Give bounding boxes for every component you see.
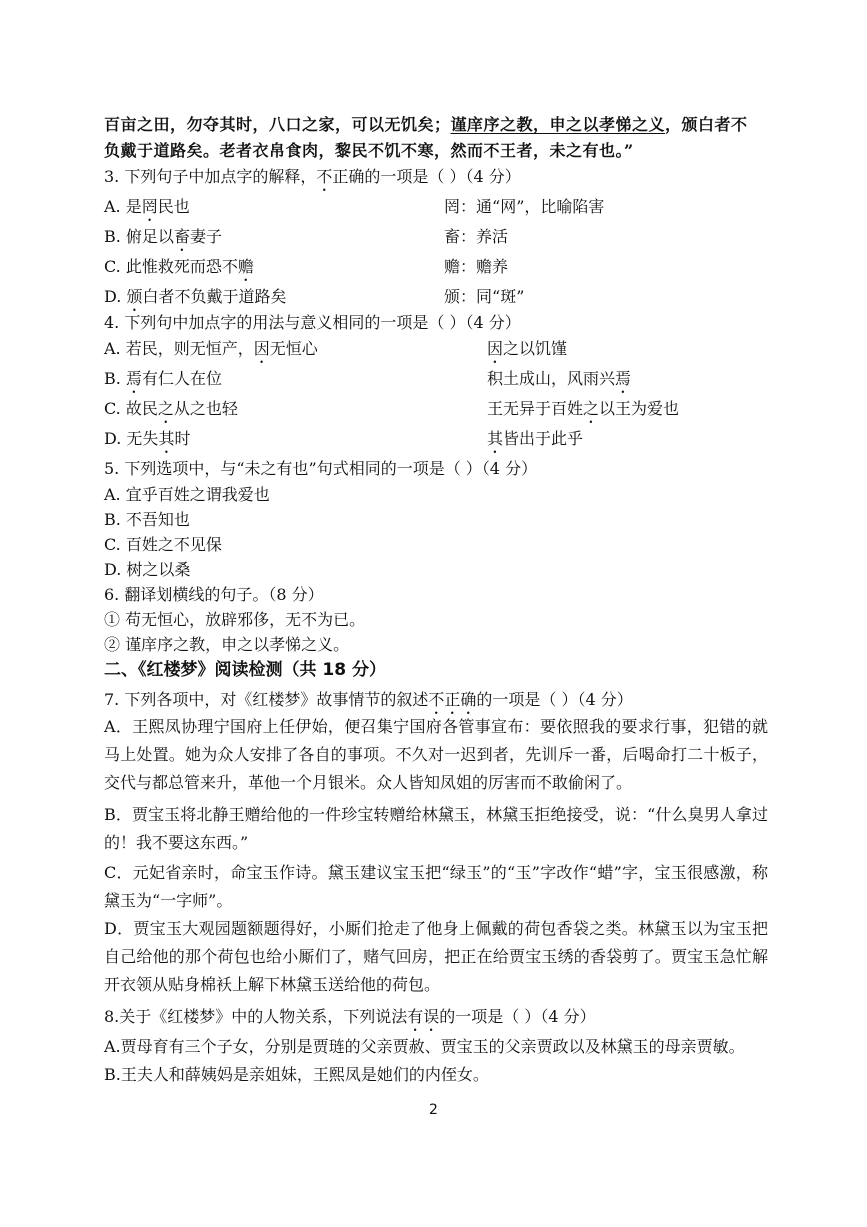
q4-option-c: C. 故民之从之也轻 王无异于百姓之以王为爱也 bbox=[104, 399, 680, 418]
q4-option-b: B. 焉有仁人在位 积土成山，风雨兴焉 bbox=[104, 369, 632, 388]
passage-text: ，颁白者不 bbox=[665, 115, 748, 134]
q3-option-a: A. 是罔民也 罔：通“网”，比喻陷害 bbox=[104, 197, 605, 216]
q8-stem: 8.关于《红楼梦》中的人物关系，下列说法有误的一项是（ ）（4 分） bbox=[104, 1007, 596, 1026]
passage-text: 负戴于道路矣。老者衣帛食肉，黎民不饥不寒，然而不王者，未之有也。” bbox=[104, 141, 634, 160]
section-heading: 二、《红楼梦》阅读检测（共 18 分） bbox=[104, 660, 386, 680]
q3-option-d: D. 颁白者不负戴于道路矣 颁：同“斑” bbox=[104, 287, 525, 306]
passage-line-1 bbox=[104, 114, 748, 136]
q4-option-a: A. 若民，则无恒产，因无恒心 因之以饥馑 bbox=[104, 339, 568, 358]
q7-option-a: A．王熙凤协理宁国府上任伊始，便召集宁国府各管事宣布：要依照我的要求行事，犯错的就马上处置。她为众人安排了各自的事项。不久对一迟到者，先训斥一番，后喝命打二十板子，交代与都总管来升，革他一个月银米。众人皆知凤姐的厉害而不敢偷闲了。 bbox=[104, 717, 768, 792]
q5-option-a: A. 宜乎百姓之谓我爱也 bbox=[104, 485, 270, 504]
underlined-sentence: 谨庠序之教，申之以孝悌之义 bbox=[450, 115, 666, 134]
q6-item-2: ② 谨庠序之教，申之以孝悌之义。 bbox=[104, 635, 350, 654]
q4-stem: 4. 下列句中加点字的用法与意义相同的一项是（ ）（4 分） bbox=[104, 313, 521, 332]
q3-option-c: C. 此惟救死而恐不赡 赡：赡养 bbox=[104, 257, 509, 276]
q8-option-a: A.贾母育有三个子女，分别是贾琏的父亲贾赦、贾宝玉的父亲贾政以及林黛玉的母亲贾敏。 bbox=[104, 1037, 745, 1056]
passage-text: 百亩之田，勿夺其时，八口之家，可以无饥矣； bbox=[104, 115, 451, 134]
q7-option-d: D．贾宝玉大观园题额题得好，小厮们抢走了他身上佩戴的荷包香袋之类。林黛玉以为宝玉把自己给他的那个荷包也给小厮们了，赌气回房，把正在给贾宝玉绣的香袋剪了。贾宝玉急忙解开衣领从贴身棉袄上解下林黛玉送给他的荷包。 bbox=[104, 919, 768, 994]
q8-option-b: B.王夫人和薛姨妈是亲姐妹，王熙凤是她们的内侄女。 bbox=[104, 1065, 489, 1084]
q5-option-d: D. 树之以桑 bbox=[104, 560, 191, 579]
q7-option-b: B．贾宝玉将北静王赠给他的一件珍宝转赠给林黛玉，林黛玉拒绝接受，说：“什么臭男人拿过的！我不要这东西。” bbox=[104, 805, 768, 852]
q6-item-1: ① 苟无恒心，放辟邪侈，无不为已。 bbox=[104, 610, 366, 629]
q7-stem: 7. 下列各项中，对《红楼梦》故事情节的叙述不正确的一项是（ ）（4 分） bbox=[104, 690, 633, 709]
q5-stem: 5. 下列选项中，与“未之有也”句式相同的一项是（ ）（4 分） bbox=[104, 459, 538, 478]
q5-option-b: B. 不吾知也 bbox=[104, 510, 190, 529]
q5-option-c: C. 百姓之不见保 bbox=[104, 535, 222, 554]
q4-option-d: D. 无失其时 其皆出于此乎 bbox=[104, 429, 584, 448]
page-number: 2 bbox=[429, 1102, 438, 1118]
q7-option-c: C．元妃省亲时，命宝玉作诗。黛玉建议宝玉把“绿玉”的“玉”字改作“蜡”字，宝玉很感激，称黛玉为“一字师”。 bbox=[104, 863, 768, 910]
q3-stem: 3. 下列句子中加点字的解释，不正确的一项是（ ）（4 分） bbox=[104, 167, 521, 186]
passage-line-2 bbox=[104, 140, 634, 162]
q3-option-b: B. 俯足以畜妻子 畜：养活 bbox=[104, 227, 509, 246]
q6-stem: 6. 翻译划横线的句子。（8 分） bbox=[104, 585, 324, 604]
